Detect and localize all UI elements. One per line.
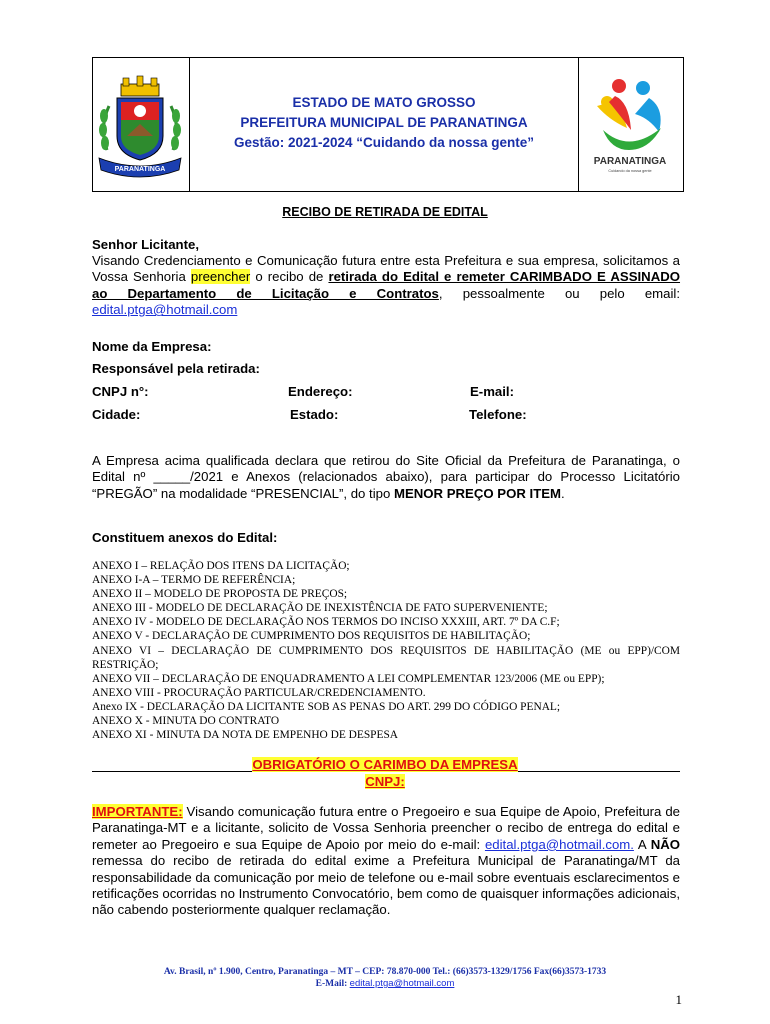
letterhead-text xyxy=(189,58,579,191)
intro-text-2: o recibo de xyxy=(250,269,329,285)
field-cidade: Cidade: xyxy=(92,407,141,422)
important-nao: NÃO xyxy=(650,836,680,852)
footer-email-line xyxy=(0,978,770,990)
stamp-line-2: CNPJ: xyxy=(365,774,405,789)
stamp-cnpj-label xyxy=(0,774,770,789)
important-label: IMPORTANTE: xyxy=(92,804,183,819)
field-estado: Estado: xyxy=(290,407,339,422)
field-responsavel: Responsável pela retirada: xyxy=(92,361,260,376)
state-name: ESTADO DE MATO GROSSO xyxy=(292,95,476,110)
footer-email-link[interactable]: edital.ptga@hotmail.com xyxy=(349,978,455,989)
logo-tagline: Cuidando da nossa gente xyxy=(608,169,652,173)
annex-item: ANEXO II – MODELO DE PROPOSTA DE PREÇOS; xyxy=(92,588,348,601)
important-paragraph xyxy=(92,804,680,919)
crest-ribbon-text: PARANATINGA xyxy=(114,166,166,173)
annex-item: ANEXO VIII - PROCURAÇÃO PARTICULAR/CREDENCIAMENTO. xyxy=(92,686,426,699)
intro-text-3: , pessoalmente ou pelo email: xyxy=(438,285,680,301)
crest-cell xyxy=(93,58,190,191)
field-empresa: Nome da Empresa: xyxy=(92,339,212,354)
logo-cell xyxy=(578,58,683,191)
important-text-2: A xyxy=(633,836,651,852)
declaration-text: A Empresa acima qualificada declara que retirou do Site Oficial da Prefeitura de Paranatinga, o Edital nº _____/2021 e Anexos (relacionados abaixo), para participar do Processo Licitatório “PREGÃO” na modalidade “PRESENCIAL”, do tipo xyxy=(92,453,680,501)
footer-address: Av. Brasil, nº 1.900, Centro, Paranatinga – MT – CEP: 78.870-000 Tel.: (66)3573-1329/1756 Fax(66)3573-1733 xyxy=(163,967,607,977)
footer-email-label: E-Mail: xyxy=(315,979,350,989)
field-endereco: Endereço: xyxy=(288,384,353,399)
intro-highlight: preencher xyxy=(190,269,251,285)
greeting: Senhor Licitante, xyxy=(92,237,199,252)
annex-item: Anexo IX - DECLARAÇÃO DA LICITANTE SOB AS PENAS DO ART. 299 DO CÓDIGO PENAL; xyxy=(92,700,561,713)
annexes-title: Constituem anexos do Edital: xyxy=(92,530,278,545)
logo-wordmark: PARANATINGA xyxy=(593,156,667,167)
annex-list xyxy=(92,559,680,742)
paranatinga-logo-icon xyxy=(579,58,681,191)
annex-item: ANEXO V - DECLARAÇÃO DE CUMPRIMENTO DOS REQUISITOS DE HABILITAÇÃO; xyxy=(92,630,531,643)
annex-item: ANEXO IV - MODELO DE DECLARAÇÃO NOS TERMOS DO INCISO XXXIII, ART. 7º DA C.F; xyxy=(92,616,560,629)
annex-item: ANEXO X - MINUTA DO CONTRATO xyxy=(92,715,280,728)
important-text-1: Visando comunicação futura entre o Pregoeiro e sua Equipe de Apoio, Prefeitura de Paranatinga-MT e a licitante, solicito de Vossa Senhoria preencher o recibo de entrega do edital e remeter ao Pregoeiro e sua Equipe de Apoio por meio do e-mail: xyxy=(92,804,680,852)
intro-underlined: retirada do Edital e remeter CARIMBADO E ASSINADO ao Departamento de Licitação e Contratos xyxy=(92,269,681,301)
annex-item: ANEXO III - MODELO DE DECLARAÇÃO DE INEXISTÊNCIA DE FATO SUPERVENIENTE; xyxy=(92,602,548,615)
prefecture-name: PREFEITURA MUNICIPAL DE PARANATINGA xyxy=(240,115,528,130)
letterhead xyxy=(92,57,684,192)
document-title: RECIBO DE RETIRADA DE EDITAL xyxy=(282,205,488,219)
field-telefone: Telefone: xyxy=(469,407,527,422)
annex-item: ANEXO VII – DECLARAÇÃO DE ENQUADRAMENTO A LEI COMPLEMENTAR 123/2006 (ME ou EPP); xyxy=(92,672,605,685)
important-email-link[interactable]: edital.ptga@hotmail.com. xyxy=(484,836,634,852)
declaration-paragraph xyxy=(92,453,680,502)
annex-item: ANEXO VI – DECLARAÇÃO DE CUMPRIMENTO DOS REQUISITOS DE HABILITAÇÃO (ME ou EPP)/COM RESTRIÇÃO; xyxy=(92,644,680,671)
annex-item: ANEXO XI - MINUTA DA NOTA DE EMPENHO DE DESPESA xyxy=(92,729,399,742)
intro-paragraph xyxy=(92,253,680,319)
important-text-3: remessa do recibo de retirada do edital exime a Prefeitura Municipal de Paranatinga/MT da responsabilidade da comunicação por meio de telefone ou e-mail sobre eventuais esclarecimentos e retificações ocorridas no Instrumento Convocatório, bem como de quaisquer informações adicionais, não cabendo posteriormente qualquer reclamação. xyxy=(92,853,680,918)
field-email: E-mail: xyxy=(470,384,514,399)
municipal-crest-icon xyxy=(93,58,187,191)
field-cnpj: CNPJ n°: xyxy=(92,384,149,399)
declaration-bold: MENOR PREÇO POR ITEM xyxy=(393,485,562,501)
declaration-end: . xyxy=(561,485,565,501)
intro-email-link[interactable]: edital.ptga@hotmail.com xyxy=(92,302,238,318)
annex-item: ANEXO I – RELAÇÃO DOS ITENS DA LICITAÇÃO; xyxy=(92,560,350,572)
annex-item: ANEXO I-A – TERMO DE REFERÊNCIA; xyxy=(92,574,296,587)
page-number: 1 xyxy=(675,992,682,1007)
gestao-line: Gestão: 2021-2024 “Cuidando da nossa gente” xyxy=(233,135,535,150)
stamp-line-1: OBRIGATÓRIO O CARIMBO DA EMPRESA xyxy=(252,757,518,772)
intro-text-1: Visando Credenciamento e Comunicação futura entre esta Prefeitura e sua empresa, solicitamos a Vossa Senhoria xyxy=(92,253,680,285)
stamp-required-label xyxy=(0,757,770,772)
